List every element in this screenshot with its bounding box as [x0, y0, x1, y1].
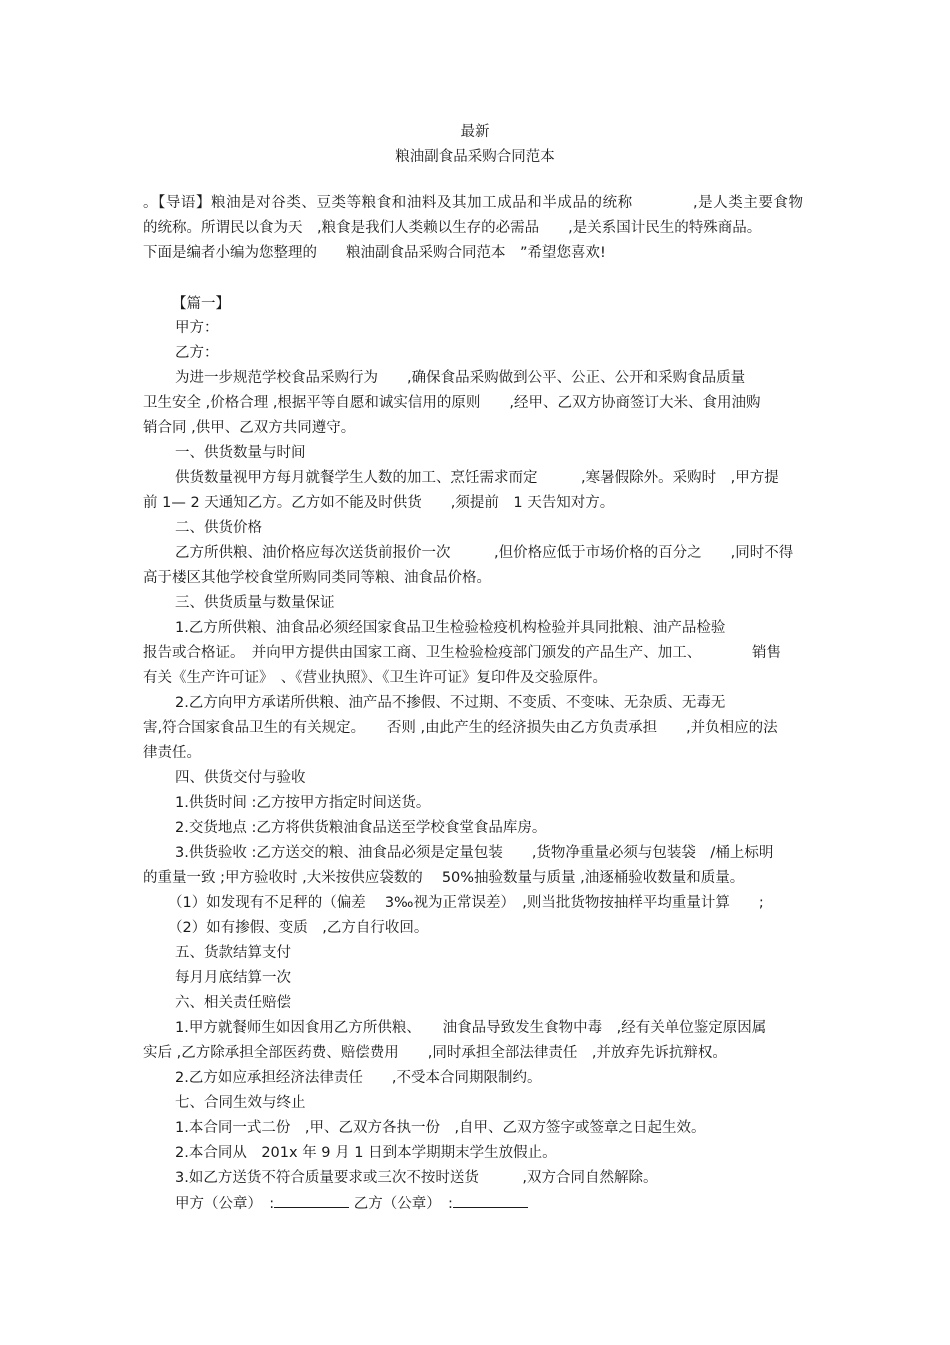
- paragraph-line: （2）如有掺假、变质 ,乙方自行收回。: [168, 920, 429, 936]
- paragraph-line: 供货数量视甲方每月就餐学生人数的加工、烹饪需求而定 ,寒暑假除外。采购时 ,甲方提: [175, 470, 779, 486]
- paragraph-line: 乙方所供粮、油价格应每次送货前报价一次 ,但价格应低于市场价格的百分之 ,同时不得: [175, 545, 794, 561]
- section-heading: 三、供货质量与数量保证: [175, 595, 335, 611]
- section-heading: 七、合同生效与终止: [175, 1095, 306, 1111]
- signature-label-a: 甲方（公章） :: [175, 1196, 275, 1212]
- paragraph-line: 1.本合同一式二份 ,甲、乙双方各执一份 ,自甲、乙双方签字或签章之日起生效。: [175, 1120, 706, 1136]
- paragraph-line: 1.供货时间 :乙方按甲方指定时间送货。: [175, 795, 431, 811]
- section-heading: 四、供货交付与验收: [175, 770, 306, 786]
- section-heading: 六、相关责任赔偿: [175, 995, 291, 1011]
- signature-line: [175, 1193, 528, 1214]
- paragraph-line: 1.乙方所供粮、油食品必须经国家食品卫生检验检疫机构检验并具同批粮、油产品检验: [175, 620, 726, 636]
- paragraph-line: 律责任。: [143, 745, 201, 761]
- paragraph-line: 前 1— 2 天通知乙方。乙方如不能及时供货 ,须提前 1 天告知对方。: [143, 495, 615, 511]
- section-label: 【篇一】: [172, 296, 230, 312]
- paragraph-line: 2.交货地点 :乙方将供货粮油食品送至学校食堂食品库房。: [175, 820, 547, 836]
- party-b: 乙方：: [175, 345, 219, 361]
- intro-line: 的统称。所谓民以食为天 ,粮食是我们人类赖以生存的必需品 ,是关系国计民生的特殊商品。: [143, 220, 762, 236]
- paragraph-line: 有关《生产许可证》 、《营业执照》、《卫生许可证》复印件及交验原件。: [143, 670, 607, 686]
- section-heading: 二、供货价格: [175, 520, 262, 536]
- section-heading: 一、供货数量与时间: [175, 445, 306, 461]
- paragraph-line: 害,符合国家食品卫生的有关规定。 否则 ,由此产生的经济损失由乙方负责承担 ,并负相应的法: [143, 720, 778, 736]
- intro-line: 。【导语】粮油是对谷类、豆类等粮食和油料及其加工成品和半成品的统称 ,是人类主要食物: [143, 195, 803, 211]
- signature-blank-a[interactable]: [274, 1193, 349, 1208]
- paragraph-line: 卫生安全 ,价格合理 ,根据平等自愿和诚实信用的原则 ,经甲、乙双方协商签订大米、食用油购: [143, 395, 761, 411]
- paragraph-line: 3.供货验收 :乙方送交的粮、油食品必须是定量包装 ,货物净重量必须与包装袋 /桶上标明: [175, 845, 774, 861]
- paragraph-line: 为进一步规范学校食品采购行为 ,确保食品采购做到公平、公正、公开和采购食品质量: [175, 370, 746, 386]
- paragraph-line: （1）如发现有不足秤的（偏差 3‰视为正常误差） ,则当批货物按抽样平均重量计算 ;: [168, 895, 764, 911]
- signature-blank-b[interactable]: [453, 1193, 528, 1208]
- section-heading: 五、货款结算支付: [175, 945, 291, 961]
- doc-title-top: 最新: [460, 124, 490, 140]
- paragraph-line: 3.如乙方送货不符合质量要求或三次不按时送货 ,双方合同自然解除。: [175, 1170, 658, 1186]
- doc-title-main: 粮油副食品采购合同范本: [395, 149, 555, 165]
- intro-line: 下面是编者小编为您整理的 粮油副食品采购合同范本 ”希望您喜欢!: [143, 245, 606, 261]
- paragraph-line: 每月月底结算一次: [175, 970, 291, 986]
- paragraph-line: 的重量一致 ;甲方验收时 ,大米按供应袋数的 50%抽验数量与质量 ,油逐桶验收数量和质量。: [143, 870, 745, 886]
- paragraph-line: 实后 ,乙方除承担全部医药费、赔偿费用 ,同时承担全部法律责任 ,并放弃先诉抗辩权。: [143, 1045, 727, 1061]
- paragraph-line: 2.本合同从 201x 年 9 月 1 日到本学期期末学生放假止。: [175, 1145, 557, 1161]
- paragraph-line: 1.甲方就餐师生如因食用乙方所供粮、 油食品导致发生食物中毒 ,经有关单位鉴定原因属: [175, 1020, 767, 1036]
- party-a: 甲方：: [175, 320, 219, 336]
- paragraph-line: 高于楼区其他学校食堂所购同类同等粮、油食品价格。: [143, 570, 491, 586]
- paragraph-line: 2.乙方向甲方承诺所供粮、油产品不掺假、不过期、不变质、不变味、无杂质、无毒无: [175, 695, 726, 711]
- paragraph-line: 2.乙方如应承担经济法律责任 ,不受本合同期限制约。: [175, 1070, 542, 1086]
- paragraph-line: 销合同 ,供甲、乙双方共同遵守。: [143, 420, 356, 436]
- signature-label-b: 乙方（公章） :: [353, 1196, 453, 1212]
- paragraph-line: 报告或合格证。 并向甲方提供由国家工商、卫生检验检疫部门颁发的产品生产、加工、 销售: [143, 645, 781, 661]
